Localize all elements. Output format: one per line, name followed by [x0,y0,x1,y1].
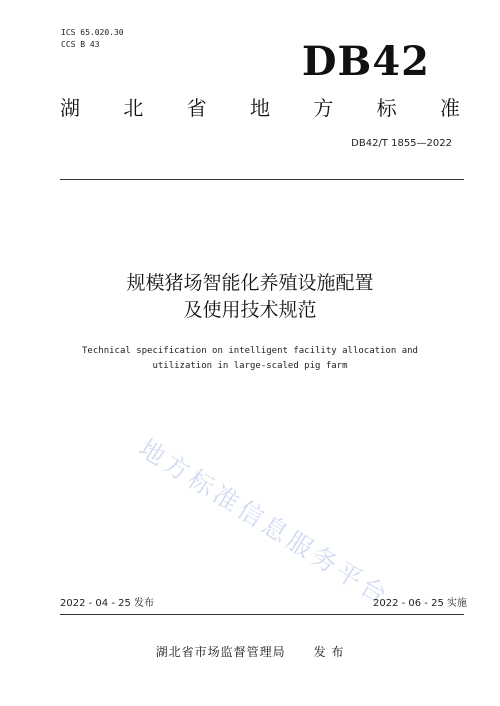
footer-divider [60,614,464,615]
issuer-line [0,645,500,659]
header-divider [60,179,464,180]
province-standard-heading [60,96,460,120]
standard-number: DB42/T 1855—2022 [351,138,452,149]
province-char: 准 [439,96,460,120]
english-title [0,344,500,374]
chinese-title [0,270,500,324]
province-char: 北 [123,96,144,120]
issue-label: 发 布 [313,645,345,659]
classification-codes [61,27,124,51]
ccs-code: CCS B 43 [61,40,100,49]
issuer-name: 湖北省市场监督管理局 [155,645,286,659]
implement-date: 2022 - 06 - 25 实施 [372,598,467,609]
chinese-title-line2: 及使用技术规范 [183,299,317,321]
province-char: 湖 [60,96,80,120]
province-char: 省 [186,96,207,120]
watermark: 地方标准信息服务平台 [133,433,396,612]
standard-mark: DB42 [301,38,430,85]
province-char: 标 [376,96,397,120]
issue-date: 2022 - 04 - 25 发布 [60,598,155,609]
chinese-title-line1: 规模猪场智能化养殖设施配置 [126,272,374,294]
province-char: 方 [313,96,334,120]
english-title-line2: utilization in large-scaled pig farm [152,361,348,371]
province-char: 地 [249,96,270,120]
english-title-line1: Technical specification on intelligent facility allocation and [82,346,418,356]
ics-code: ICS 65.020.30 [61,28,124,37]
